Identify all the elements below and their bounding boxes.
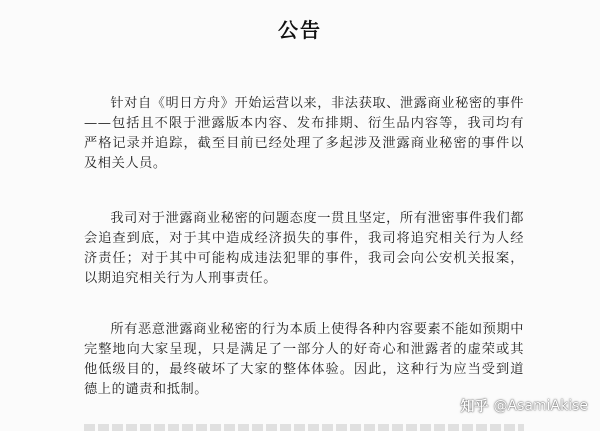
cropped-text-fragment — [84, 424, 524, 431]
notice-paragraph-1: 针对自《明日方舟》开始运营以来，非法获取、泄露商业秘密的事件——包括且不限于泄露版本内容、发布排期、衍生品内容等，我司均有严格记录并追踪，截至目前已经处理了多起涉及泄露商业秘密的事件以及相关人员。 — [84, 96, 525, 171]
watermark-handle: @AsamiAkise — [493, 398, 588, 414]
watermark-brand: 知乎 — [460, 399, 489, 415]
notice-title: 公告 — [278, 18, 322, 42]
notice-paragraph-2: 我司对于泄露商业秘密的问题态度一贯且坚定，所有泄密事件我们都会追查到底，对于其中造成经济损失的事件，我司将追究相关行为人经济责任；对于其中可能构成违法犯罪的事件，我司会向公安机关报案，以期追究相关行为人刑事责任。 — [84, 211, 525, 286]
cropped-next-line — [84, 420, 524, 431]
notice-paragraph-3: 所有恶意泄露商业秘密的行为本质上使得各种内容要素不能如预期中完整地向大家呈现，只是满足了一部分人的好奇心和泄露者的虚荣或其他低级目的，最终破坏了大家的整体体验。因此，这种行为应当受到道德上的谴责和抵制。 — [84, 322, 525, 397]
zhihu-watermark — [461, 395, 588, 417]
